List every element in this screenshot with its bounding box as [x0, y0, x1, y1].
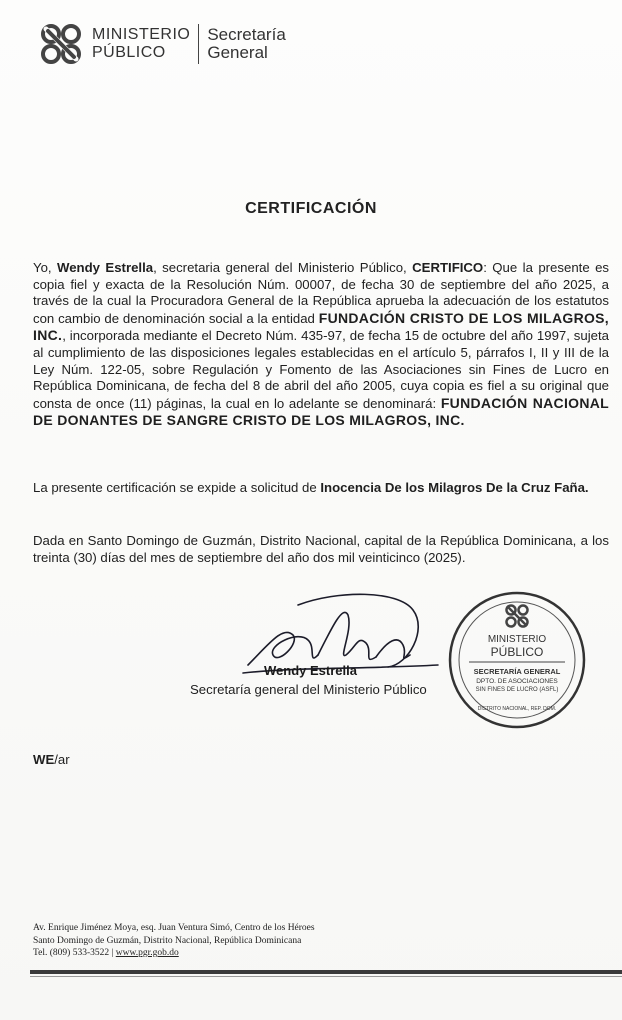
text: : Que la presente es copia fiel y exacta de la Resolución Núm. 00007, de fecha 30 de septiembre del año 2025, a través de la cual la Procuradora General de la República aprueba la adecuación de los estatutos con cambio de denominación social a la entidad	[33, 260, 609, 326]
footer-rule	[30, 970, 622, 974]
initials-bold: WE	[33, 752, 55, 767]
signer-printed-name: Wendy Estrella	[264, 663, 357, 678]
footer-rule-thin	[30, 976, 622, 977]
seal-line-5: SIN FINES DE LUCRO (ASFL)	[475, 687, 559, 693]
text: , incorporada mediante el Decreto Núm. 435-97, de fecha 15 de octubre del año 1997, sujeta al cumplimiento de las disposiciones legales establecidas en el artículo 5, párrafos I, II y III de la Ley Núm. 122-05, sobre Regulación y Fomento de las Asociaciones sin Fines de Lucro en República Dominicana, de fecha del 8 de abril del año 2005, cuya copia es fiel a su original que consta de once (11) páginas, la cual en lo adelante se denominará:	[33, 328, 609, 411]
official-seal	[447, 590, 587, 730]
seal-line-3: SECRETARÍA GENERAL	[473, 667, 561, 676]
document-title: CERTIFICACIÓN	[245, 200, 377, 217]
seal-line-1: MINISTERIO	[487, 634, 547, 645]
unit-line-2: General	[207, 43, 268, 62]
ministerio-publico-logo-icon	[38, 21, 84, 67]
footer-line-2: Santo Domingo de Guzmán, Distrito Nacional, República Dominicana	[33, 935, 302, 946]
organization-name	[92, 26, 190, 62]
letterhead	[38, 14, 286, 74]
initials-rest: /ar	[54, 752, 70, 767]
footer-phone: Tel. (809) 533-3522 |	[33, 948, 116, 958]
signer-name: Wendy Estrella	[57, 260, 154, 275]
footer-line-1: Av. Enrique Jiménez Moya, esq. Juan Ventura Simó, Centro de los Héroes	[33, 923, 315, 933]
footer-address	[33, 922, 315, 960]
seal-line-4: DPTO. DE ASOCIACIONES	[476, 678, 558, 685]
unit-line-1: Secretaría	[207, 25, 286, 44]
seal-line-2: PÚBLICO	[490, 645, 544, 659]
entity-new-name: FUNDACIÓN NACIONAL DE DONANTES DE SANGRE CRISTO DE LOS MILAGROS, INC.	[33, 394, 609, 429]
certifico-keyword: CERTIFICO	[412, 260, 484, 275]
header-divider	[198, 24, 199, 64]
text: , secretaria general del Ministerio Público,	[153, 260, 413, 275]
reference-initials	[33, 752, 70, 767]
seal-line-6: DISTRITO NACIONAL, REP. DOM.	[477, 706, 557, 712]
entity-former-name: FUNDACIÓN CRISTO DE LOS MILAGROS, INC.	[33, 309, 609, 344]
footer-website-link[interactable]: www.pgr.gob.do	[115, 948, 179, 958]
text: Yo,	[33, 260, 58, 275]
org-line-2: PÚBLICO	[92, 44, 166, 61]
date-paragraph: Dada en Santo Domingo de Guzmán, Distrito Nacional, capital de la República Dominicana, a los treinta (30) días del mes de septiembre del año dos mil veinticinco (2025).	[33, 533, 609, 565]
text: La presente certificación se expide a solicitud de	[33, 480, 321, 495]
footer-line-3	[33, 947, 315, 960]
org-line-1: MINISTERIO	[92, 26, 191, 43]
request-paragraph	[33, 480, 609, 497]
signer-role: Secretaría general del Ministerio Público	[190, 682, 427, 697]
unit-name	[207, 26, 285, 62]
certification-paragraph	[33, 260, 609, 430]
requester-name: Inocencia De los Milagros De la Cruz Faña.	[320, 480, 589, 495]
